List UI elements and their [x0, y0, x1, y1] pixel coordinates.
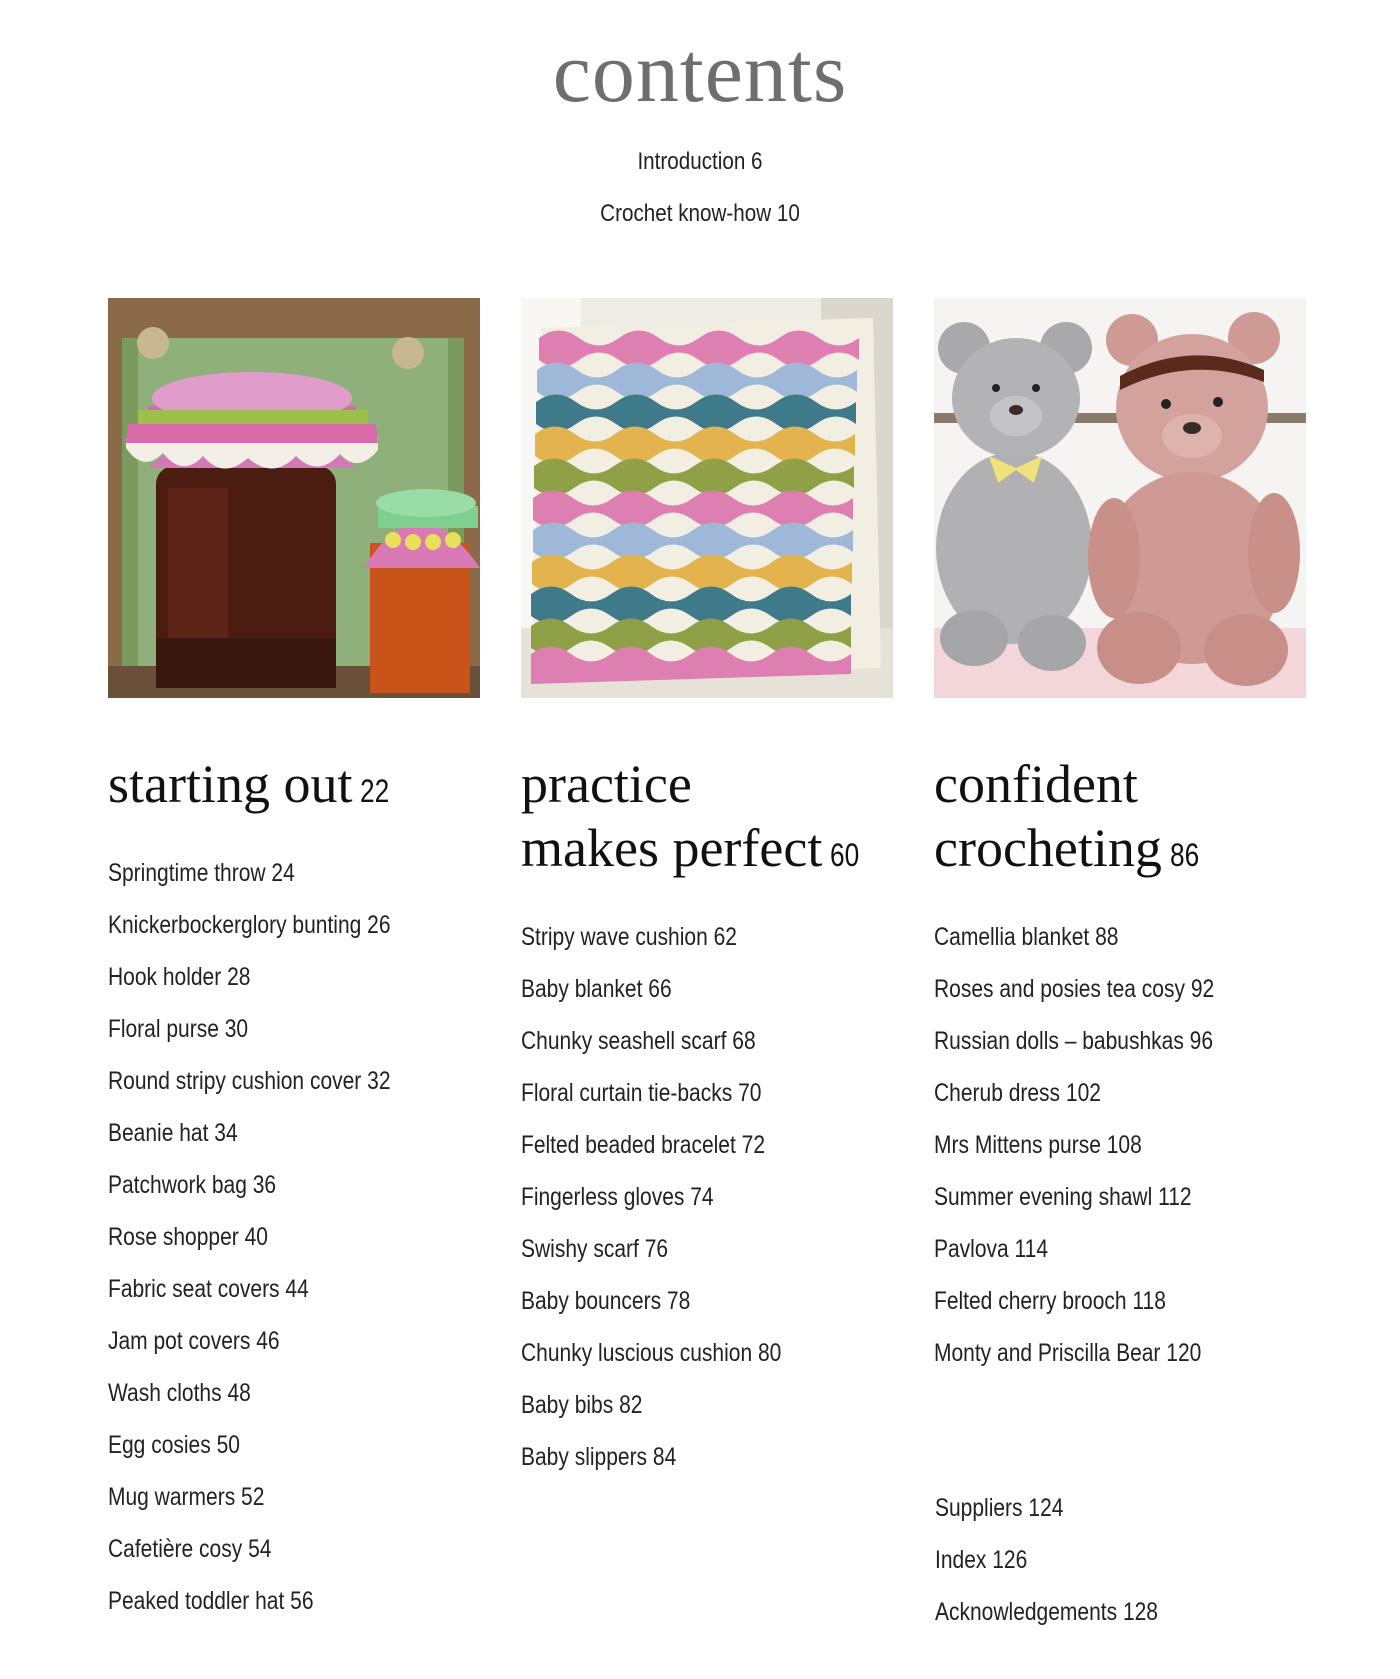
list-item[interactable]: Hook holder 28	[108, 963, 251, 991]
section-page: 60	[830, 837, 860, 873]
list-item[interactable]: Felted cherry brooch 118	[934, 1287, 1166, 1315]
list-item[interactable]: Monty and Priscilla Bear 120	[934, 1339, 1202, 1367]
back-matter-list	[935, 1482, 1315, 1638]
list-item-index[interactable]: Index 126	[935, 1546, 1028, 1574]
list-item[interactable]: Round stripy cushion cover 32	[108, 1067, 391, 1095]
list-item[interactable]: Beanie hat 34	[108, 1119, 238, 1147]
list-item[interactable]: Cherub dress 102	[934, 1079, 1101, 1107]
list-item[interactable]: Pavlova 114	[934, 1235, 1049, 1263]
entry-list	[934, 911, 1314, 1379]
intro-entry-introduction[interactable]	[98, 148, 1302, 176]
list-item[interactable]: Russian dolls – babushkas 96	[934, 1027, 1214, 1055]
list-item[interactable]: Cafetière cosy 54	[108, 1535, 272, 1563]
page-title: contents	[552, 24, 848, 120]
list-item[interactable]: Knickerbockerglory bunting 26	[108, 911, 391, 939]
intro-entry-crochet-know-how[interactable]	[98, 200, 1302, 228]
section-starting-out	[108, 752, 488, 1627]
entry-page: 6	[751, 148, 763, 175]
list-item[interactable]: Floral curtain tie-backs 70	[521, 1079, 762, 1107]
section-heading: starting out 22	[108, 752, 488, 823]
list-item[interactable]: Baby bouncers 78	[521, 1287, 691, 1315]
list-item[interactable]: Peaked toddler hat 56	[108, 1587, 314, 1615]
list-item[interactable]: Camellia blanket 88	[934, 923, 1119, 951]
entry-label: Crochet know-how	[600, 200, 772, 227]
section-confident-crocheting	[934, 752, 1314, 1379]
list-item[interactable]: Chunky seashell scarf 68	[521, 1027, 756, 1055]
list-item-suppliers[interactable]: Suppliers 124	[935, 1494, 1064, 1522]
entry-page: 10	[776, 200, 800, 227]
list-item[interactable]: Roses and posies tea cosy 92	[934, 975, 1215, 1003]
list-item-acknowledgements[interactable]: Acknowledgements 128	[935, 1598, 1158, 1626]
list-item[interactable]: Baby slippers 84	[521, 1443, 677, 1471]
list-item[interactable]: Wash cloths 48	[108, 1379, 251, 1407]
stripy-wave-cushion-photo	[521, 298, 893, 698]
list-item[interactable]: Patchwork bag 36	[108, 1171, 277, 1199]
entry-list	[521, 911, 901, 1483]
jam-pot-covers-photo	[108, 298, 480, 698]
list-item[interactable]: Fingerless gloves 74	[521, 1183, 714, 1211]
list-item[interactable]: Mug warmers 52	[108, 1483, 265, 1511]
list-item[interactable]: Baby blanket 66	[521, 975, 672, 1003]
list-item[interactable]: Springtime throw 24	[108, 859, 295, 887]
list-item[interactable]: Swishy scarf 76	[521, 1235, 669, 1263]
section-heading: practice makes perfect 60	[521, 752, 901, 887]
list-item[interactable]: Mrs Mittens purse 108	[934, 1131, 1142, 1159]
entry-label: Introduction	[637, 148, 746, 175]
list-item[interactable]: Summer evening shawl 112	[934, 1183, 1192, 1211]
list-item[interactable]: Floral purse 30	[108, 1015, 249, 1043]
list-item[interactable]: Stripy wave cushion 62	[521, 923, 737, 951]
teddy-bears-photo	[934, 298, 1306, 698]
section-page: 22	[360, 773, 390, 809]
list-item[interactable]: Fabric seat covers 44	[108, 1275, 309, 1303]
section-page: 86	[1169, 837, 1200, 873]
list-item[interactable]: Baby bibs 82	[521, 1391, 643, 1419]
section-practice-makes-perfect	[521, 752, 901, 1483]
entry-list	[108, 847, 488, 1627]
list-item[interactable]: Jam pot covers 46	[108, 1327, 280, 1355]
list-item[interactable]: Felted beaded bracelet 72	[521, 1131, 766, 1159]
section-heading: confident crocheting 86	[934, 752, 1314, 887]
list-item[interactable]: Egg cosies 50	[108, 1431, 240, 1459]
list-item[interactable]: Chunky luscious cushion 80	[521, 1339, 782, 1367]
list-item[interactable]: Rose shopper 40	[108, 1223, 268, 1251]
